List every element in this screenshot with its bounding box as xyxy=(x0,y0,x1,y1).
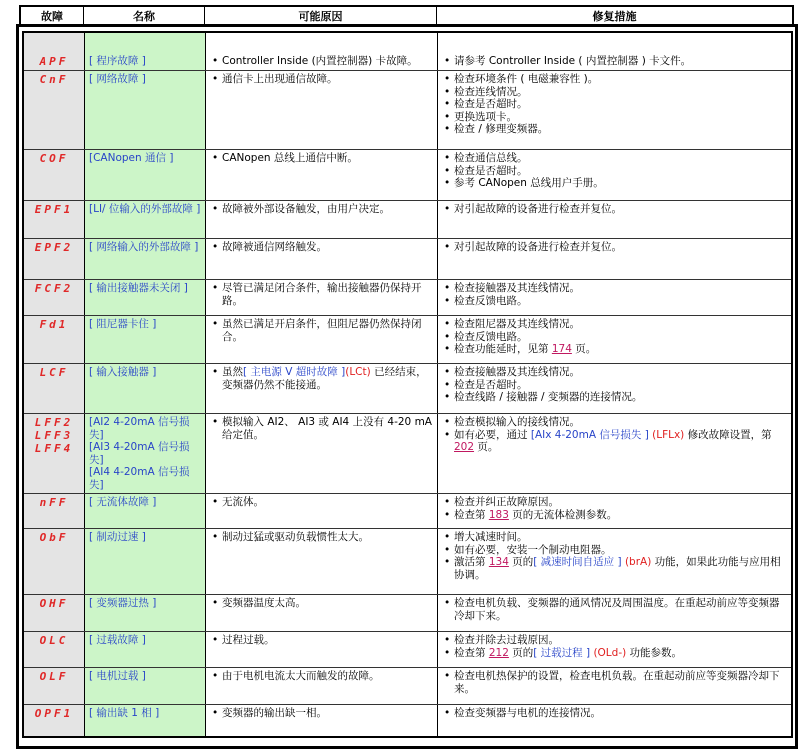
text-segment: 检查线路 / 接触器 / 变频器的连接情况。 xyxy=(454,391,643,403)
table-row xyxy=(24,631,791,667)
header-remedy: 修复措施 xyxy=(592,9,637,23)
table-row xyxy=(24,70,791,149)
remedy-item xyxy=(442,318,787,331)
text-segment: 页的 xyxy=(508,646,534,659)
table-row xyxy=(24,704,791,736)
fault-name: [ 输出接触器未关闭 ] xyxy=(89,282,188,294)
text-segment: 检查 / 修理变频器。 xyxy=(454,123,549,135)
text-segment: 检查接触器及其连线情况。 xyxy=(454,366,580,378)
cause-item xyxy=(210,152,433,165)
remedy-item xyxy=(442,282,787,295)
cause-item xyxy=(210,55,433,68)
cause-cell xyxy=(206,71,438,149)
fault-name-cell xyxy=(85,239,206,279)
fault-code: OLF xyxy=(39,670,69,683)
fault-name: [ 无流体故障 ] xyxy=(89,496,157,508)
fault-code: EPF1 xyxy=(34,203,74,216)
fault-name-cell xyxy=(85,364,206,413)
fault-code-cell xyxy=(24,595,85,631)
fault-code: EPF2 xyxy=(34,241,74,254)
table-row xyxy=(24,493,791,528)
fault-name-cell xyxy=(85,529,206,594)
cause-item xyxy=(210,366,433,391)
text-segment: 模拟输入 AI2、 AI3 或 AI4 上没有 4-20 mA 给定值。 xyxy=(222,416,432,441)
code-text: (OLd-) xyxy=(590,646,627,659)
fault-name: [ 阻尼器卡住 ] xyxy=(89,318,157,330)
table-row xyxy=(24,279,791,315)
fault-name-cell xyxy=(85,414,206,493)
remedy-item xyxy=(442,98,787,111)
remedy-item xyxy=(442,416,787,429)
remedy-item xyxy=(442,597,787,622)
remedy-item xyxy=(442,295,787,308)
header-name: 名称 xyxy=(84,7,205,24)
text-segment: 检查是否超时。 xyxy=(454,378,528,391)
code-text: (LCt) xyxy=(345,366,371,378)
fault-name-cell xyxy=(85,668,206,704)
cause-cell xyxy=(206,705,438,736)
remedy-cell xyxy=(438,280,791,315)
text-segment: 修改故障设置，第 xyxy=(684,428,772,441)
fault-code-cell xyxy=(24,414,85,493)
text-segment: 检查连线情况。 xyxy=(454,85,528,98)
text-segment: 检查环境条件 ( 电磁兼容性 )。 xyxy=(454,73,599,85)
fault-name: [LI/ 位输入的外部故障 ] xyxy=(89,203,201,215)
text-segment: 过程过载。 xyxy=(222,634,275,646)
text-segment: 增大减速时间。 xyxy=(454,531,528,543)
remedy-item xyxy=(442,634,787,647)
cause-cell xyxy=(206,414,438,493)
cause-item xyxy=(210,241,433,254)
fault-code: LFF4 xyxy=(34,442,74,455)
text-segment: 检查第 xyxy=(454,508,489,521)
remedy-item xyxy=(442,111,787,124)
remedy-cell xyxy=(438,705,791,736)
text-segment: 如有必要，安装一个制动电阻器。 xyxy=(454,543,612,556)
table-row xyxy=(24,413,791,493)
fault-name: [CANopen 通信 ] xyxy=(89,152,174,164)
fault-code-cell xyxy=(24,71,85,149)
cause-item xyxy=(210,531,433,544)
fault-code: Fd1 xyxy=(39,318,69,331)
fault-code-cell xyxy=(24,33,85,70)
header-fault: 故障 xyxy=(21,7,84,24)
remedy-cell xyxy=(438,239,791,279)
text-segment: 功能参数。 xyxy=(626,646,683,659)
remedy-item xyxy=(442,73,787,86)
fault-name: [ 过载故障 ] xyxy=(89,634,146,646)
remedy-cell xyxy=(438,33,791,70)
text-segment: 无流体。 xyxy=(222,496,264,508)
page-link[interactable]: 183 xyxy=(488,508,509,521)
text-segment: 如有必要，通过 xyxy=(454,428,531,441)
text-segment: 检查功能延时，见第 xyxy=(454,343,552,355)
fault-code-cell xyxy=(24,529,85,594)
text-segment: 检查反馈电路。 xyxy=(454,294,528,307)
fault-name-cell xyxy=(85,71,206,149)
fault-code-cell xyxy=(24,705,85,736)
fault-code-cell xyxy=(24,364,85,413)
fault-name: [ 程序故障 ] xyxy=(89,55,146,67)
fault-code: ObF xyxy=(39,531,69,544)
text-segment: 检查变频器与电机的连接情况。 xyxy=(454,707,601,719)
text-segment: 检查是否超时。 xyxy=(454,98,528,110)
code-text: (LFLx) xyxy=(648,428,685,441)
remedy-item xyxy=(442,152,787,165)
fault-name: [ 输出缺 1 相 ] xyxy=(89,707,160,719)
cause-item xyxy=(210,73,433,86)
text-segment: 检查并纠正故障原因。 xyxy=(454,496,559,508)
fault-code-cell xyxy=(24,280,85,315)
cause-item xyxy=(210,203,433,216)
remedy-cell xyxy=(438,71,791,149)
remedy-cell xyxy=(438,494,791,528)
fault-name-cell xyxy=(85,280,206,315)
text-segment: 激活第 xyxy=(454,556,489,568)
text-segment: 对引起故障的设备进行检查并复位。 xyxy=(454,203,622,215)
text-segment: CANopen 总线上通信中断。 xyxy=(222,152,358,164)
cause-cell xyxy=(206,150,438,200)
fault-name-cell xyxy=(85,705,206,736)
cause-item xyxy=(210,634,433,647)
fault-code: LFF3 xyxy=(34,429,74,442)
text-segment: 页的无流体检测参数。 xyxy=(508,508,618,521)
cause-cell xyxy=(206,595,438,631)
fault-code: CnF xyxy=(39,73,69,86)
fault-code-cell xyxy=(24,668,85,704)
text-segment: 更换选项卡。 xyxy=(454,110,517,123)
text-segment: 检查电机负载、变频器的通风情况及周围温度。在重起动前应等变频器冷却下来。 xyxy=(454,597,780,622)
text-segment: 页。 xyxy=(474,441,499,453)
text-segment: 检查接触器及其连线情况。 xyxy=(454,282,580,294)
text-segment: 检查并除去过载原因。 xyxy=(454,634,559,646)
fault-code-cell xyxy=(24,150,85,200)
text-segment: 参考 CANopen 总线用户手册。 xyxy=(454,177,604,189)
remedy-item xyxy=(442,331,787,344)
text-segment: 虽然已满足开启条件，但阻尼器仍然保持闭合。 xyxy=(222,318,422,343)
text-segment: 页。 xyxy=(571,343,597,355)
fault-code-cell xyxy=(24,239,85,279)
cause-cell xyxy=(206,280,438,315)
remedy-cell xyxy=(438,595,791,631)
remedy-item xyxy=(442,647,787,660)
remedy-cell xyxy=(438,668,791,704)
fault-table xyxy=(22,31,793,738)
page-link[interactable]: 174 xyxy=(551,343,572,355)
cause-item xyxy=(210,496,433,509)
remedy-cell xyxy=(438,201,791,238)
fault-code: OPF1 xyxy=(34,707,74,720)
remedy-item xyxy=(442,496,787,509)
fault-name: [AI2 4-20mA 信号损失] xyxy=(89,416,190,441)
page-link[interactable]: 134 xyxy=(488,556,509,568)
text-segment: 检查反馈电路。 xyxy=(454,330,528,343)
fault-name-cell xyxy=(85,316,206,363)
remedy-cell xyxy=(438,414,791,493)
remedy-item xyxy=(442,391,787,404)
table-header xyxy=(19,5,794,26)
remedy-cell xyxy=(438,150,791,200)
table-row xyxy=(24,315,791,363)
text-segment: 页的 xyxy=(508,556,534,568)
fault-name-cell xyxy=(85,33,206,70)
fault-name-cell xyxy=(85,201,206,238)
cause-cell xyxy=(206,632,438,667)
header-cause: 可能原因 xyxy=(205,7,437,24)
cause-cell xyxy=(206,33,438,70)
table-row xyxy=(24,33,791,70)
param-text: [AIx 4-20mA 信号损失 ] xyxy=(530,428,649,441)
text-segment: 故障被外部设备触发，由用户决定。 xyxy=(222,203,390,215)
fault-name: [AI4 4-20mA 信号损失] xyxy=(89,466,190,491)
fault-code: OLC xyxy=(39,634,69,647)
remedy-item xyxy=(442,670,787,695)
fault-code-cell xyxy=(24,316,85,363)
remedy-item xyxy=(442,556,787,581)
text-segment: 检查阻尼器及其连线情况。 xyxy=(454,318,580,330)
fault-name: [ 变频器过热 ] xyxy=(89,597,157,609)
text-segment: 制动过猛或驱动负载惯性太大。 xyxy=(222,531,369,543)
table-row xyxy=(24,238,791,279)
fault-code: nFF xyxy=(39,496,69,509)
text-segment: 通信卡上出现通信故障。 xyxy=(222,73,338,85)
cause-cell xyxy=(206,494,438,528)
remedy-item xyxy=(442,379,787,392)
fault-name: [AI3 4-20mA 信号损失] xyxy=(89,441,190,466)
remedy-item xyxy=(442,203,787,216)
fault-name-cell xyxy=(85,494,206,528)
table-row xyxy=(24,149,791,200)
cause-item xyxy=(210,282,433,307)
fault-name: [ 制动过速 ] xyxy=(89,531,146,543)
cause-item xyxy=(210,670,433,683)
fault-code: APF xyxy=(39,55,69,68)
remedy-cell xyxy=(438,529,791,594)
cause-cell xyxy=(206,529,438,594)
text-segment: 变频器的输出缺一相。 xyxy=(222,707,327,719)
text-segment: 检查模拟输入的接线情况。 xyxy=(454,416,580,428)
text-segment: 已经结束，变频器仍然不能接通。 xyxy=(222,366,427,391)
remedy-item xyxy=(442,366,787,379)
text-segment: 故障被通信网络触发。 xyxy=(222,241,327,253)
remedy-item xyxy=(442,343,787,356)
fault-code: OHF xyxy=(39,597,69,610)
table-row xyxy=(24,363,791,413)
page-link[interactable]: 202 xyxy=(454,441,475,453)
remedy-item xyxy=(442,531,787,544)
fault-name-cell xyxy=(85,632,206,667)
remedy-item xyxy=(442,123,787,136)
remedy-item xyxy=(442,241,787,254)
remedy-item xyxy=(442,509,787,522)
text-segment: 请参考 Controller Inside ( 内置控制器 ) 卡文件。 xyxy=(454,55,692,67)
text-segment: 尽管已满足闭合条件，输出接触器仍保持开路。 xyxy=(222,282,422,307)
table-frame xyxy=(16,24,798,749)
text-segment: 由于电机电流太大而触发的故障。 xyxy=(222,670,380,682)
table-row xyxy=(24,667,791,704)
fault-code-cell xyxy=(24,632,85,667)
text-segment: 虽然 xyxy=(222,366,243,378)
fault-name: [ 输入接触器 ] xyxy=(89,366,157,378)
remedy-cell xyxy=(438,364,791,413)
remedy-item xyxy=(442,544,787,557)
remedy-item xyxy=(442,165,787,178)
fault-name: [ 网络故障 ] xyxy=(89,73,146,85)
param-text: [ 过载过程 ] xyxy=(533,646,591,659)
cause-cell xyxy=(206,239,438,279)
fault-code: LCF xyxy=(39,366,69,379)
fault-name: [ 电机过载 ] xyxy=(89,670,146,682)
fault-code: LFF2 xyxy=(34,416,74,429)
fault-code: COF xyxy=(39,152,69,165)
remedy-item xyxy=(442,177,787,190)
cause-item xyxy=(210,318,433,343)
text-segment: 检查第 xyxy=(454,646,489,659)
remedy-item xyxy=(442,55,787,68)
text-segment: 功能，如果此功能与应用相协调。 xyxy=(454,556,781,581)
cause-cell xyxy=(206,201,438,238)
cause-cell xyxy=(206,316,438,363)
text-segment: Controller Inside (内置控制器) 卡故障。 xyxy=(222,55,418,67)
cause-item xyxy=(210,416,433,441)
remedy-item xyxy=(442,707,787,720)
page-link[interactable]: 212 xyxy=(488,646,509,659)
fault-name-cell xyxy=(85,150,206,200)
table-row xyxy=(24,200,791,238)
remedy-cell xyxy=(438,632,791,667)
fault-name: [ 网络输入的外部故障 ] xyxy=(89,241,199,253)
remedy-cell xyxy=(438,316,791,363)
text-segment: 检查通信总线。 xyxy=(454,152,528,164)
cause-cell xyxy=(206,668,438,704)
table-row xyxy=(24,594,791,631)
fault-code-cell xyxy=(24,201,85,238)
cause-item xyxy=(210,597,433,610)
table-row xyxy=(24,528,791,594)
text-segment: 检查电机热保护的设置，检查电机负载。在重起动前应等变频器冷却下来。 xyxy=(454,670,780,695)
remedy-item xyxy=(442,86,787,99)
fault-code: FCF2 xyxy=(34,282,74,295)
text-segment: 检查是否超时。 xyxy=(454,164,528,177)
fault-code-cell xyxy=(24,494,85,528)
param-text: [ 主电源 V 超时故障 ] xyxy=(243,366,346,378)
cause-cell xyxy=(206,364,438,413)
param-text: [ 减速时间自适应 ] xyxy=(533,556,622,568)
code-text: (brA) xyxy=(621,556,652,568)
text-segment: 变频器温度太高。 xyxy=(222,597,306,609)
text-segment: 对引起故障的设备进行检查并复位。 xyxy=(454,241,622,253)
fault-name-cell xyxy=(85,595,206,631)
remedy-item xyxy=(442,429,787,454)
cause-item xyxy=(210,707,433,720)
